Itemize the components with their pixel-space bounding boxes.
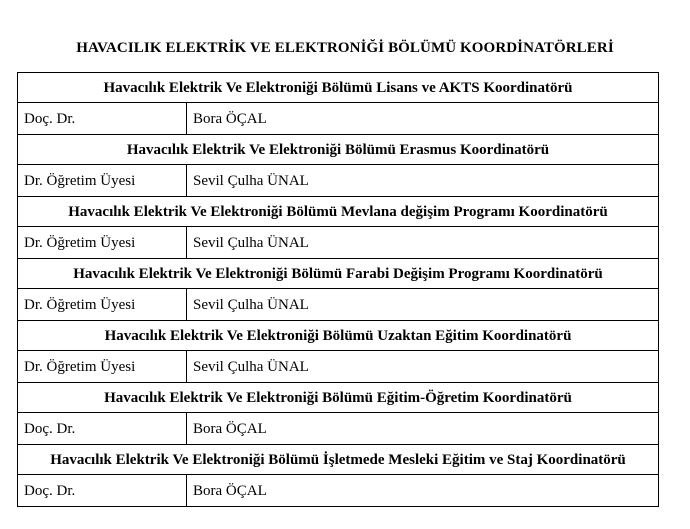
section-heading: Havacılık Elektrik Ve Elektroniği Bölümü Uzaktan Eğitim Koordinatörü	[18, 321, 659, 351]
academic-title-cell: Doç. Dr.	[18, 475, 187, 507]
section-heading: Havacılık Elektrik Ve Elektroniği Bölümü Lisans ve AKTS Koordinatörü	[18, 73, 659, 103]
academic-title-cell: Dr. Öğretim Üyesi	[18, 165, 187, 197]
coordinator-row	[18, 475, 659, 507]
section-heading: Havacılık Elektrik Ve Elektroniği Bölümü Erasmus Koordinatörü	[18, 135, 659, 165]
coordinator-name-cell: Sevil Çulha ÜNAL	[187, 289, 659, 321]
coordinator-row	[18, 289, 659, 321]
coordinator-row	[18, 351, 659, 383]
section-heading-row	[18, 73, 659, 103]
section-heading-row	[18, 445, 659, 475]
section-heading-row	[18, 135, 659, 165]
coordinator-row	[18, 165, 659, 197]
coordinator-name-cell: Sevil Çulha ÜNAL	[187, 165, 659, 197]
coordinator-row	[18, 413, 659, 445]
coordinator-name-cell: Bora ÖÇAL	[187, 103, 659, 135]
academic-title-cell: Dr. Öğretim Üyesi	[18, 227, 187, 259]
section-heading-row	[18, 197, 659, 227]
section-heading: Havacılık Elektrik Ve Elektroniği Bölümü İşletmede Mesleki Eğitim ve Staj Koordinatörü	[18, 445, 659, 475]
coordinator-row	[18, 227, 659, 259]
coordinator-name-cell: Sevil Çulha ÜNAL	[187, 227, 659, 259]
document-title: HAVACILIK ELEKTRİK VE ELEKTRONİĞİ BÖLÜMÜ KOORDİNATÖRLERİ	[76, 40, 614, 56]
section-heading-row	[18, 321, 659, 351]
coordinator-name-cell: Sevil Çulha ÜNAL	[187, 351, 659, 383]
academic-title-cell: Dr. Öğretim Üyesi	[18, 289, 187, 321]
coordinator-name-cell: Bora ÖÇAL	[187, 475, 659, 507]
section-heading-row	[18, 383, 659, 413]
section-heading-row	[18, 259, 659, 289]
coordinator-name-cell: Bora ÖÇAL	[187, 413, 659, 445]
academic-title-cell: Dr. Öğretim Üyesi	[18, 351, 187, 383]
coordinator-row	[18, 103, 659, 135]
section-heading: Havacılık Elektrik Ve Elektroniği Bölümü Farabi Değişim Programı Koordinatörü	[18, 259, 659, 289]
section-heading: Havacılık Elektrik Ve Elektroniği Bölümü Mevlana değişim Programı Koordinatörü	[18, 197, 659, 227]
academic-title-cell: Doç. Dr.	[18, 413, 187, 445]
academic-title-cell: Doç. Dr.	[18, 103, 187, 135]
coordinators-table	[17, 72, 659, 507]
section-heading: Havacılık Elektrik Ve Elektroniği Bölümü Eğitim-Öğretim Koordinatörü	[18, 383, 659, 413]
